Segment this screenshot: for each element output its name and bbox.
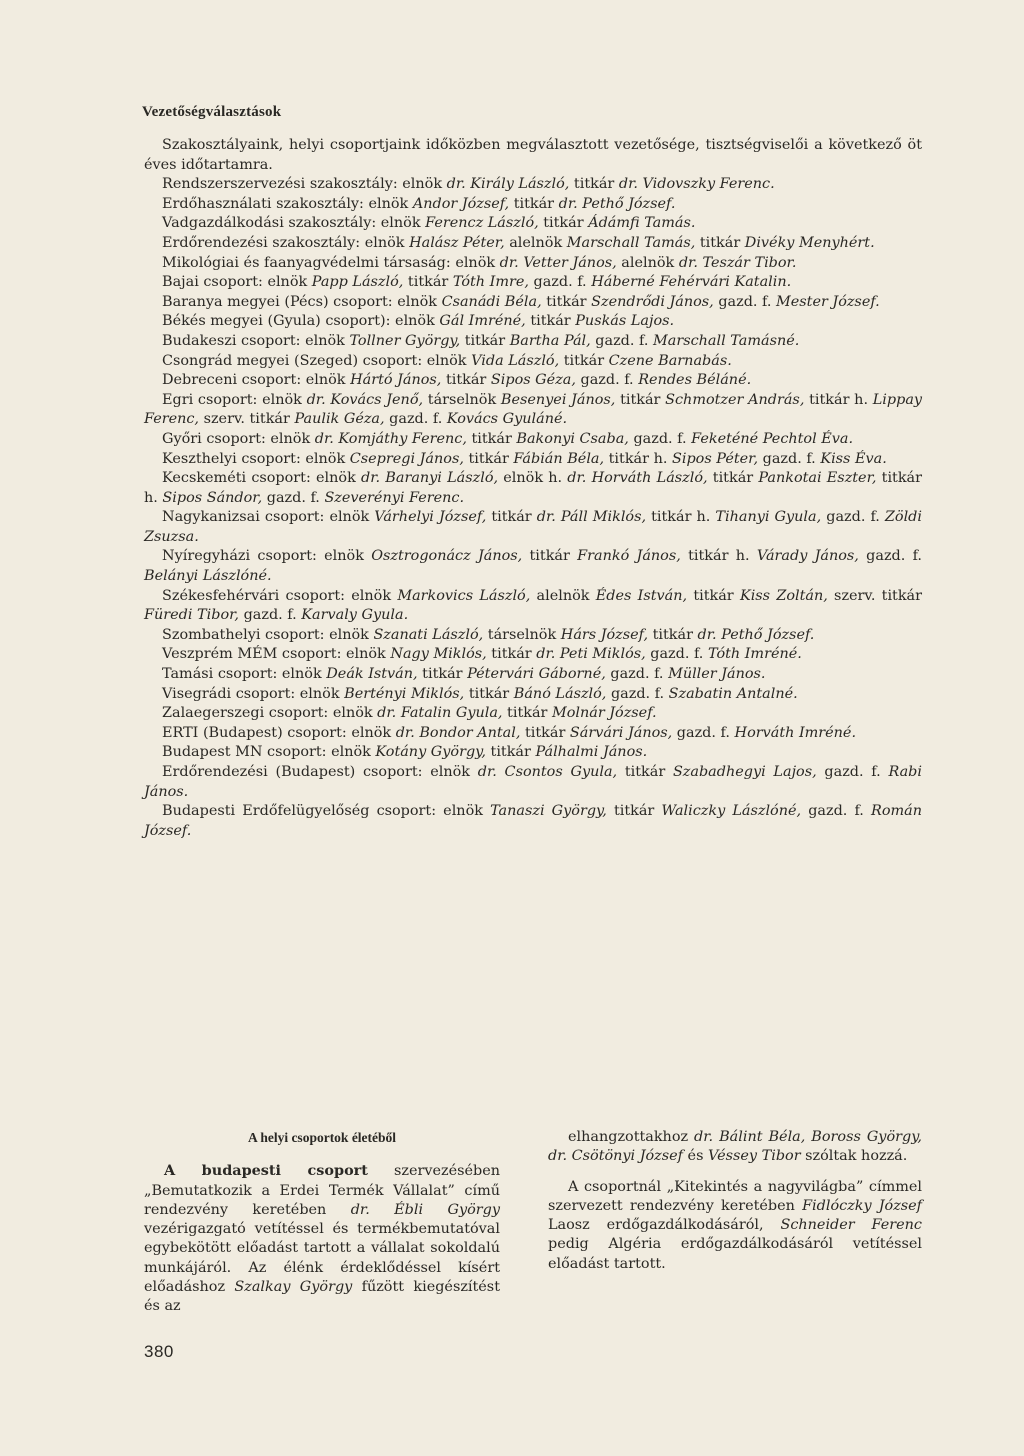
name-text: Marschall Tamásné. bbox=[653, 332, 800, 349]
body-text: Keszthelyi csoport: elnök bbox=[162, 450, 350, 467]
body-text: ERTI (Budapest) csoport: elnök bbox=[162, 724, 396, 741]
body-text: titkár bbox=[485, 744, 536, 761]
election-entry bbox=[144, 469, 922, 508]
name-text: dr. Komjáthy Ferenc, bbox=[314, 430, 467, 447]
body-text: gazd. f. bbox=[606, 685, 669, 702]
body-text: Vadgazdálkodási szakosztály: elnök bbox=[162, 215, 426, 232]
body-text: alelnök bbox=[504, 234, 567, 251]
name-text: Divéky Menyhért. bbox=[744, 234, 875, 251]
body-text: Nyíregyházi csoport: elnök bbox=[162, 548, 372, 565]
body-text: alelnök bbox=[530, 587, 596, 604]
body-text: szerv. titkár bbox=[827, 587, 923, 604]
election-entry bbox=[144, 312, 922, 332]
body-text: Budapesti Erdőfelügyelőség csoport: elnök bbox=[162, 803, 491, 820]
election-entry bbox=[144, 214, 922, 234]
name-text: dr. Páll Miklós, bbox=[536, 509, 647, 526]
body-text: Erdőhasználati szakosztály: elnök bbox=[162, 195, 413, 212]
name-text: dr. Ébli György bbox=[350, 1201, 500, 1218]
election-entry bbox=[144, 352, 922, 372]
name-text: Ferencz László, bbox=[425, 215, 539, 232]
body-text: fűzött kiegészítést és az bbox=[144, 1279, 500, 1315]
name-text: dr. Vidovszky Ferenc. bbox=[618, 176, 775, 193]
name-text: Szabadhegyi Lajos, bbox=[672, 764, 817, 780]
election-entry bbox=[144, 626, 922, 646]
body-text: titkár bbox=[695, 234, 745, 251]
name-text: dr. Vetter János, bbox=[499, 254, 617, 271]
body-text: titkár bbox=[522, 548, 578, 565]
body-text: titkár h. bbox=[144, 470, 923, 506]
body-text: titkár bbox=[417, 666, 468, 683]
body-text: Bajai csoport: elnök bbox=[162, 274, 312, 291]
body-text: alelnök bbox=[616, 254, 679, 271]
name-text: Kiss Éva. bbox=[820, 450, 887, 467]
body-text: titkár bbox=[520, 724, 570, 741]
election-entry bbox=[144, 587, 922, 626]
body-text: titkár bbox=[606, 803, 662, 820]
name-text: dr. Bálint Béla, Boross György, dr. Csötönyi József bbox=[548, 1129, 922, 1165]
body-text: Csongrád megyei (Szeged) csoport: elnök bbox=[162, 352, 472, 369]
name-text: dr. Fatalin Gyula, bbox=[377, 705, 503, 722]
name-text: Mester József. bbox=[776, 293, 880, 310]
name-text: Belányi Lászlóné. bbox=[144, 568, 272, 585]
body-text: Békés megyei (Gyula) csoport): elnök bbox=[162, 313, 440, 330]
election-entry bbox=[144, 234, 922, 254]
name-text: Lippay Ferenc, bbox=[144, 391, 923, 428]
name-text: Marschall Tamás, bbox=[566, 234, 696, 251]
body-text: Nagykanizsai csoport: elnök bbox=[162, 509, 375, 526]
body-text: Székesfehérvári csoport: elnök bbox=[162, 587, 398, 604]
body-text: szerv. titkár bbox=[199, 411, 295, 428]
election-entry bbox=[144, 450, 922, 470]
body-text: gazd. f. bbox=[528, 274, 592, 291]
body-text: gazd. f. bbox=[239, 607, 302, 624]
name-text: dr. Király László, bbox=[446, 176, 570, 193]
election-entry bbox=[144, 645, 922, 665]
name-text: Csanádi Béla, bbox=[441, 293, 542, 310]
name-text: Hárs József, bbox=[560, 626, 649, 643]
name-text: dr. Teszár Tibor. bbox=[678, 254, 797, 271]
body-text: gazd. f. bbox=[628, 430, 692, 447]
body-text: elnök h. bbox=[498, 470, 568, 487]
body-text: titkár bbox=[538, 215, 589, 232]
body-text: titkár bbox=[486, 509, 537, 526]
right-column bbox=[548, 1128, 922, 1274]
body-text: titkár bbox=[687, 587, 740, 604]
body-text: titkár bbox=[466, 430, 517, 447]
name-text: Rabi János. bbox=[144, 764, 922, 800]
body-text: gazd. f. bbox=[713, 293, 777, 310]
body-text: titkár bbox=[502, 705, 552, 722]
body-text: Erdőrendezési szakosztály: elnök bbox=[162, 234, 410, 251]
name-text: Horváth Imréné. bbox=[734, 724, 857, 741]
election-entry bbox=[144, 371, 922, 391]
body-text: titkár bbox=[509, 195, 559, 212]
election-entry bbox=[144, 273, 922, 293]
subsection-title: A helyi csoportok életéből bbox=[247, 1130, 397, 1145]
body-text: Mikológiai és faanyagvédelmi társaság: elnök bbox=[162, 254, 500, 271]
name-text: Ádámfi Tamás. bbox=[588, 215, 696, 232]
body-text: titkár h. bbox=[604, 450, 672, 467]
name-text: Szendrődi János, bbox=[591, 293, 714, 310]
name-text: Sárvári János, bbox=[569, 724, 673, 741]
column-paragraph bbox=[548, 1128, 922, 1167]
body-text: Egri csoport: elnök bbox=[162, 391, 307, 408]
name-text: Sipos Sándor, bbox=[162, 489, 263, 506]
name-text: Bertényi Miklós, bbox=[344, 685, 465, 702]
body-text: Kecskeméti csoport: elnök bbox=[162, 470, 361, 487]
body-text: gazd. f. bbox=[645, 646, 708, 663]
name-text: Sipos Géza, bbox=[490, 372, 576, 389]
body-text: gazd. f. bbox=[605, 666, 669, 683]
name-text: Tóth Imre, bbox=[452, 274, 529, 291]
name-text: Bánó László, bbox=[513, 685, 607, 702]
lead-text: A budapesti csoport bbox=[164, 1162, 368, 1180]
name-text: Szanati László, bbox=[373, 626, 484, 643]
name-text: Kotány György, bbox=[375, 744, 486, 761]
name-text: Vida László, bbox=[471, 352, 560, 369]
name-text: Szeverényi Ferenc. bbox=[324, 489, 465, 506]
election-entry bbox=[144, 802, 922, 841]
name-text: Szalkay György bbox=[234, 1279, 353, 1296]
name-text: Véssey Tibor bbox=[708, 1148, 801, 1165]
election-entry bbox=[144, 763, 922, 802]
body-text: Laosz erdőgazdálkodásáról, bbox=[548, 1217, 781, 1234]
name-text: Gál Imréné, bbox=[439, 313, 526, 330]
body-text: titkár h. bbox=[680, 548, 757, 565]
body-text: titkár bbox=[460, 332, 510, 349]
body-text: titkár bbox=[464, 685, 514, 702]
body-text: titkár bbox=[525, 313, 576, 330]
body-text: titkár bbox=[648, 626, 698, 643]
election-entry bbox=[144, 332, 922, 352]
name-text: Háberné Fehérvári Katalin. bbox=[591, 274, 792, 291]
body-text: szervezésében „Bemutatkozik a Erdei Termék Vállalat” című rendezvény keretében bbox=[144, 1163, 500, 1218]
body-text: titkár bbox=[569, 176, 619, 193]
body-text: társelnök bbox=[423, 391, 501, 408]
name-text: Várhelyi József, bbox=[374, 509, 487, 526]
body-text: Rendszerszervezési szakosztály: elnök bbox=[162, 176, 447, 193]
name-text: Frankó János, bbox=[577, 548, 681, 565]
name-text: dr. Pethő József. bbox=[697, 626, 815, 643]
elections-list bbox=[144, 136, 922, 841]
name-text: Schneider Ferenc bbox=[780, 1217, 922, 1234]
body-text: gazd. f. bbox=[262, 489, 325, 506]
column-paragraph bbox=[548, 1178, 922, 1274]
body-text: titkár bbox=[559, 352, 609, 369]
name-text: Kovács Gyuláné. bbox=[446, 411, 568, 428]
body-text: gazd. f. bbox=[590, 332, 654, 349]
body-text: elhangzottakhoz bbox=[568, 1129, 695, 1145]
body-text: titkár bbox=[403, 274, 453, 291]
body-text: társelnök bbox=[483, 626, 561, 643]
name-text: Zöldi Zsuzsa. bbox=[144, 509, 922, 545]
name-text: Bakonyi Csaba, bbox=[516, 430, 629, 447]
left-column bbox=[144, 1128, 500, 1317]
name-text: Hártó János, bbox=[350, 372, 442, 389]
name-text: Molnár József. bbox=[551, 705, 657, 722]
name-text: Füredi Tibor, bbox=[144, 607, 239, 624]
election-entry bbox=[144, 293, 922, 313]
name-text: Tanaszi György, bbox=[490, 803, 607, 820]
name-text: Halász Péter, bbox=[409, 234, 505, 251]
name-text: Pétervári Gáborné, bbox=[467, 666, 606, 683]
body-text: titkár bbox=[541, 293, 592, 310]
name-text: Csepregi János, bbox=[349, 450, 464, 467]
name-text: dr. Horváth László, bbox=[567, 470, 708, 487]
body-text: titkár bbox=[486, 646, 537, 663]
name-text: Czene Barnabás. bbox=[608, 352, 732, 369]
name-text: Rendes Béláné. bbox=[638, 372, 752, 389]
body-text: Baranya megyei (Pécs) csoport: elnök bbox=[162, 293, 442, 310]
body-text: gazd. f. bbox=[858, 548, 922, 565]
body-text: Erdőrendezési (Budapest) csoport: elnök bbox=[162, 764, 478, 780]
election-entry bbox=[144, 508, 922, 547]
body-text: gazd. f. bbox=[821, 509, 885, 526]
body-text: szóltak hozzá. bbox=[800, 1148, 908, 1165]
name-text: Sipos Péter, bbox=[672, 450, 759, 467]
section-heading: Vezetőségválasztások bbox=[142, 104, 282, 120]
name-text: Besenyei János, bbox=[500, 391, 616, 408]
name-text: Fidlóczky József bbox=[802, 1197, 923, 1214]
name-text: Tihanyi Gyula, bbox=[715, 509, 822, 526]
name-text: Nagy Miklós, bbox=[390, 646, 487, 663]
name-text: Pankotai Eszter, bbox=[758, 470, 877, 487]
body-text: Szakosztályaink, helyi csoportjaink időközben megválasztott vezetősége, tisztségviselői a következő öt éves időtartamra. bbox=[144, 137, 922, 173]
body-text: titkár h. bbox=[646, 509, 716, 526]
body-text: Szombathelyi csoport: elnök bbox=[162, 626, 374, 643]
name-text: Puskás Lajos. bbox=[575, 313, 675, 330]
left-column-text bbox=[144, 1161, 500, 1316]
name-text: Paulik Géza, bbox=[294, 411, 385, 428]
name-text: Andor József, bbox=[412, 195, 510, 212]
body-text: gazd. f. bbox=[758, 450, 821, 467]
body-text: Veszprém MÉM csoport: elnök bbox=[162, 646, 391, 663]
name-text: dr. Kovács Jenő, bbox=[306, 391, 424, 408]
election-entry bbox=[144, 136, 922, 175]
body-text: gazd. f. bbox=[575, 372, 639, 389]
body-text: titkár h. bbox=[804, 391, 873, 408]
name-text: Osztrogonácz János, bbox=[371, 548, 523, 565]
election-entry bbox=[144, 430, 922, 450]
name-text: dr. Pethő József. bbox=[558, 195, 676, 212]
body-text: Budapest MN csoport: elnök bbox=[162, 744, 376, 761]
body-text: gazd. f. bbox=[384, 411, 447, 428]
name-text: Karvaly Gyula. bbox=[301, 607, 409, 624]
body-text: titkár bbox=[617, 764, 673, 780]
page-number: 380 bbox=[144, 1342, 174, 1361]
body-text: Győri csoport: elnök bbox=[162, 430, 315, 447]
name-text: Papp László, bbox=[311, 274, 404, 291]
name-text: Fábián Béla, bbox=[513, 450, 605, 467]
body-text: Tamási csoport: elnök bbox=[162, 666, 327, 683]
body-text: Budakeszi csoport: elnök bbox=[162, 332, 350, 349]
name-text: Tóth Imréné. bbox=[707, 646, 802, 663]
name-text: Román József. bbox=[144, 803, 922, 839]
name-text: dr. Csontos Gyula, bbox=[477, 764, 618, 780]
name-text: dr. Peti Miklós, bbox=[536, 646, 646, 663]
body-text: titkár bbox=[441, 372, 491, 389]
body-text: titkár bbox=[707, 470, 759, 487]
paragraph-spacer bbox=[548, 1167, 922, 1178]
election-entry bbox=[144, 195, 922, 215]
election-entry bbox=[144, 254, 922, 274]
body-text: gazd. f. bbox=[672, 724, 735, 741]
name-text: Deák István, bbox=[326, 666, 418, 683]
body-text: pedig Algéria erdőgazdálkodásáról vetítéssel előadást tartott. bbox=[548, 1236, 922, 1272]
name-text: Kiss Zoltán, bbox=[739, 587, 828, 604]
election-entry bbox=[144, 685, 922, 705]
column-paragraph bbox=[144, 1161, 500, 1316]
election-entry bbox=[144, 743, 922, 763]
election-entry bbox=[144, 724, 922, 744]
election-entry bbox=[144, 665, 922, 685]
name-text: Pálhalmi János. bbox=[535, 744, 648, 761]
name-text: Tollner György, bbox=[349, 332, 461, 349]
body-text: Zalaegerszegi csoport: elnök bbox=[162, 705, 378, 722]
body-text: gazd. f. bbox=[816, 764, 889, 780]
name-text: Müller János. bbox=[668, 666, 766, 683]
body-text: A csoportnál „Kitekintés a nagyvilágba” címmel szervezett rendezvény keretében bbox=[548, 1178, 922, 1214]
name-text: Várady János, bbox=[756, 548, 859, 565]
election-entry bbox=[144, 391, 922, 430]
election-entry bbox=[144, 175, 922, 195]
body-text: Visegrádi csoport: elnök bbox=[162, 685, 345, 702]
name-text: Waliczky Lászlóné, bbox=[661, 803, 802, 820]
name-text: Markovics László, bbox=[397, 587, 531, 604]
name-text: Bartha Pál, bbox=[509, 332, 591, 349]
body-text: gazd. f. bbox=[801, 803, 871, 820]
election-entry bbox=[144, 704, 922, 724]
body-text: titkár bbox=[615, 391, 666, 408]
body-text: vezérigazgató vetítéssel és termékbemutatóval egybekötött előadást tartott a vállalat sokoldalú munkájáról. Az élénk érdeklődéssel kísért előadáshoz bbox=[144, 1221, 500, 1296]
name-text: Schmotzer András, bbox=[665, 391, 805, 408]
body-text: Debreceni csoport: elnök bbox=[162, 372, 351, 389]
name-text: Édes István, bbox=[595, 587, 688, 604]
body-text: és bbox=[682, 1148, 709, 1165]
name-text: dr. Baranyi László, bbox=[361, 470, 499, 487]
body-text: titkár bbox=[463, 450, 514, 467]
election-entry bbox=[144, 547, 922, 586]
name-text: Feketéné Pechtol Éva. bbox=[691, 430, 854, 447]
name-text: dr. Bondor Antal, bbox=[395, 724, 521, 741]
name-text: Szabatin Antalné. bbox=[668, 685, 798, 702]
